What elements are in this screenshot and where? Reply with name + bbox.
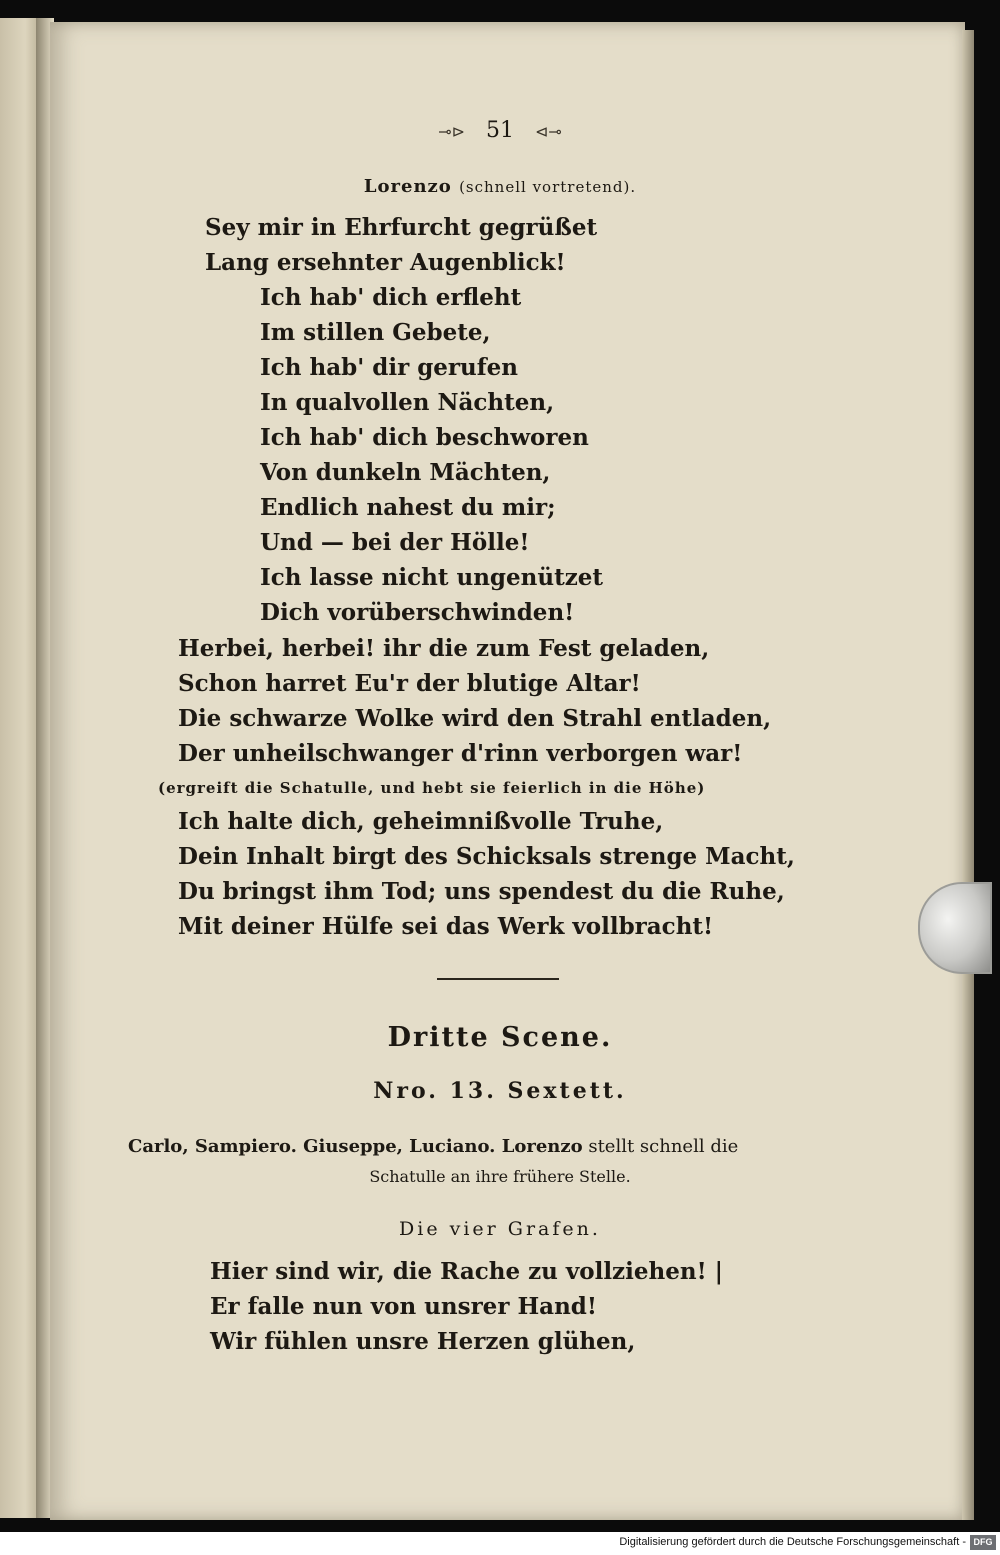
verse-line: Du bringst ihm Tod; uns spendest du die Ruhe, xyxy=(178,878,785,905)
number-title: Nro. 13. Sextett. xyxy=(373,1078,627,1104)
cast-line xyxy=(128,1136,1000,1157)
verse-line: Ich hab' dir gerufen xyxy=(260,354,518,381)
verse-line: Von dunkeln Mächten, xyxy=(260,459,551,486)
speaker-name: Lorenzo xyxy=(363,176,452,197)
verse-line: Und — bei der Hölle! xyxy=(260,529,530,556)
section-divider xyxy=(437,978,559,980)
verse-line: Dich vorüberschwinden! xyxy=(260,599,575,626)
verse-line: Dein Inhalt birgt des Schicksals strenge Macht, xyxy=(178,843,795,870)
cast-action: stellt schnell die xyxy=(582,1136,739,1157)
speaker-direction: (schnell vortretend). xyxy=(459,178,637,196)
verse-line: Hier sind wir, die Rache zu vollziehen! | xyxy=(210,1258,724,1285)
page-number: 51 xyxy=(486,118,514,143)
verse-line: In qualvollen Nächten, xyxy=(260,389,555,416)
cast-line-2: Schatulle an ihre frühere Stelle. xyxy=(369,1167,631,1186)
verse-line: Herbei, herbei! ihr die zum Fest geladen, xyxy=(178,635,710,662)
scene-title: Dritte Scene. xyxy=(387,1022,613,1053)
funding-notice: Digitalisierung gefördert durch die Deutsche Forschungsgemeinschaft - xyxy=(619,1536,966,1548)
page-header xyxy=(0,118,1000,143)
verse-line: Endlich nahest du mir; xyxy=(260,494,556,521)
verse-line: Wir fühlen unsre Herzen glühen, xyxy=(210,1328,636,1355)
stage-direction: (ergreift die Schatulle, und hebt sie feierlich in die Höhe) xyxy=(158,779,706,797)
verse-line: Ich hab' dich beschworen xyxy=(260,424,589,451)
ornament-left: ⊸⊳ xyxy=(438,122,465,141)
verse-line: Sey mir in Ehrfurcht gegrüßet xyxy=(205,214,598,241)
ornament-right: ⊲⊸ xyxy=(535,122,562,141)
page-stack-edge xyxy=(962,30,974,1520)
singers-heading: Die vier Grafen. xyxy=(399,1218,601,1240)
verse-line: Die schwarze Wolke wird den Strahl entladen, xyxy=(178,705,772,732)
verse-line: Im stillen Gebete, xyxy=(260,319,491,346)
verse-line: Lang ersehnter Augenblick! xyxy=(205,249,566,276)
verse-line: Ich lasse nicht ungenützet xyxy=(260,564,604,591)
verse-line: Ich hab' dich erfleht xyxy=(260,284,522,311)
dfg-logo: DFG xyxy=(970,1535,996,1550)
verse-line: Er falle nun von unsrer Hand! xyxy=(210,1293,597,1320)
cast-names: Carlo, Sampiero. Giuseppe, Luciano. Lorenzo xyxy=(128,1136,583,1157)
verse-line: Ich halte dich, geheimnißvolle Truhe, xyxy=(178,808,664,835)
footer-bar xyxy=(0,1532,1000,1555)
verse-line: Der unheilschwanger d'rinn verborgen war! xyxy=(178,740,743,767)
verse-line: Mit deiner Hülfe sei das Werk vollbracht! xyxy=(178,913,714,940)
page-clip-icon xyxy=(918,882,992,974)
verse-line: Schon harret Eu'r der blutige Altar! xyxy=(178,670,641,697)
speaker-line xyxy=(0,176,1000,197)
